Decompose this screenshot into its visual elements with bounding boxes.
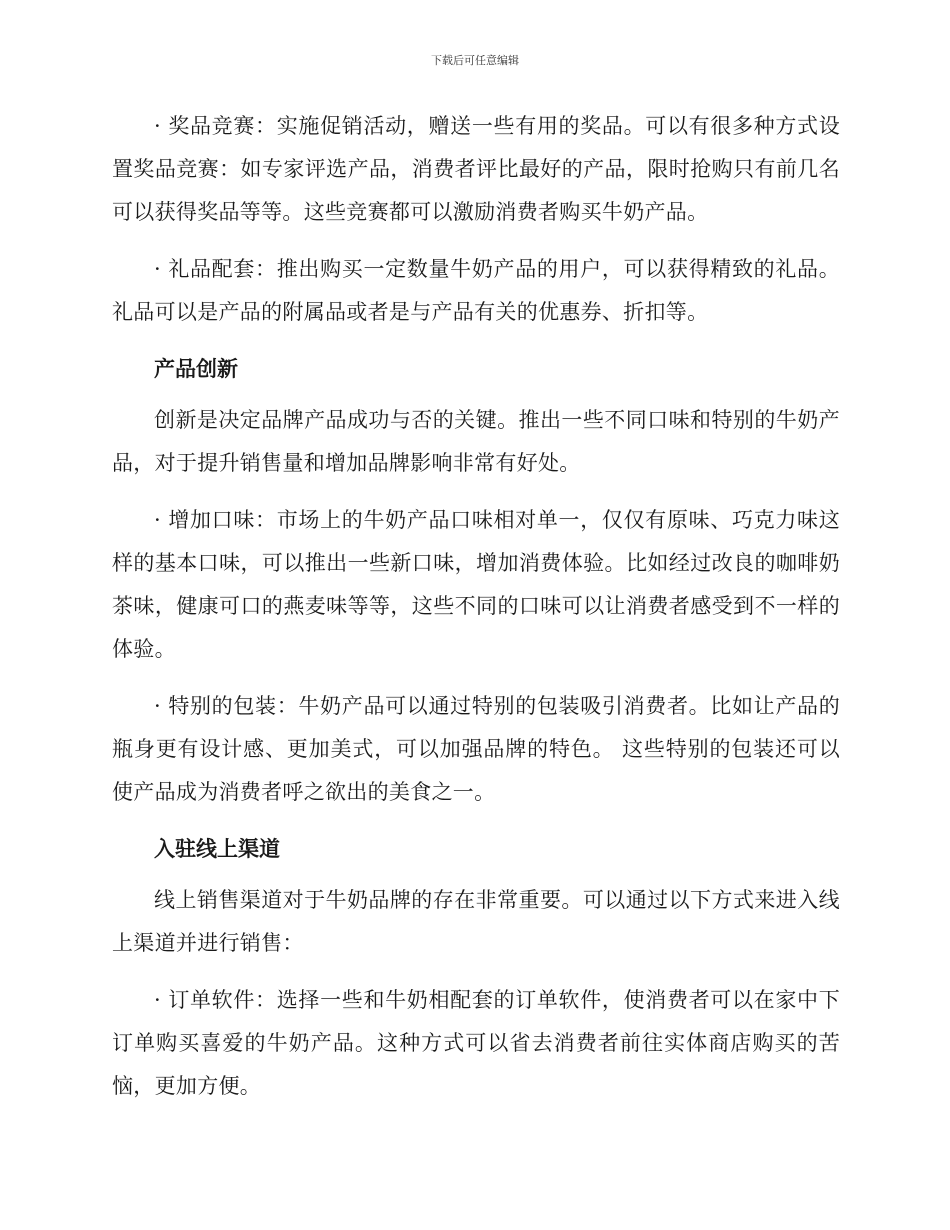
paragraph-online-intro: 线上销售渠道对于牛奶品牌的存在非常重要。可以通过以下方式来进入线上渠道并进行销售： xyxy=(112,888,840,955)
paragraph-special-packaging: · 特别的包装：牛奶产品可以通过特别的包装吸引消费者。比如让产品的瓶身更有设计感、更加美式，可以加强品牌的特色。 这些特别的包装还可以使产品成为消费者呼之欲出的美食之一。 xyxy=(112,694,840,804)
paragraph-innovation-intro: 创新是决定品牌产品成功与否的关键。推出一些不同口味和特别的牛奶产品，对于提升销售量和增加品牌影响非常有好处。 xyxy=(112,408,840,475)
paragraph-add-flavors: · 增加口味：市场上的牛奶产品口味相对单一，仅仅有原味、巧克力味这样的基本口味，可以推出一些新口味，增加消费体验。比如经过改良的咖啡奶茶味，健康可口的燕麦味等等，这些不同的口味可以让消费者感受到不一样的体验。 xyxy=(112,508,840,661)
paragraph-order-software: · 订单软件：选择一些和牛奶相配套的订单软件，使消费者可以在家中下订单购买喜爱的牛奶产品。这种方式可以省去消费者前往实体商店购买的苦恼，更加方便。 xyxy=(112,988,840,1098)
page-header: 下载后可任意编辑 xyxy=(431,54,519,67)
document-body xyxy=(112,105,840,1122)
paragraph-gift-bundle: · 礼品配套：推出购买一定数量牛奶产品的用户，可以获得精致的礼品。礼品可以是产品的附属品或者是与产品有关的优惠券、折扣等。 xyxy=(112,257,840,324)
paragraph-prize-contest: · 奖品竞赛：实施促销活动，赠送一些有用的奖品。可以有很多种方式设置奖品竞赛：如专家评选产品，消费者评比最好的产品，限时抢购只有前几名可以获得奖品等等。这些竞赛都可以激励消费者购买牛奶产品。 xyxy=(112,114,840,224)
section-heading-online-channels: 入驻线上渠道 xyxy=(154,837,280,861)
section-heading-product-innovation: 产品创新 xyxy=(154,357,238,381)
